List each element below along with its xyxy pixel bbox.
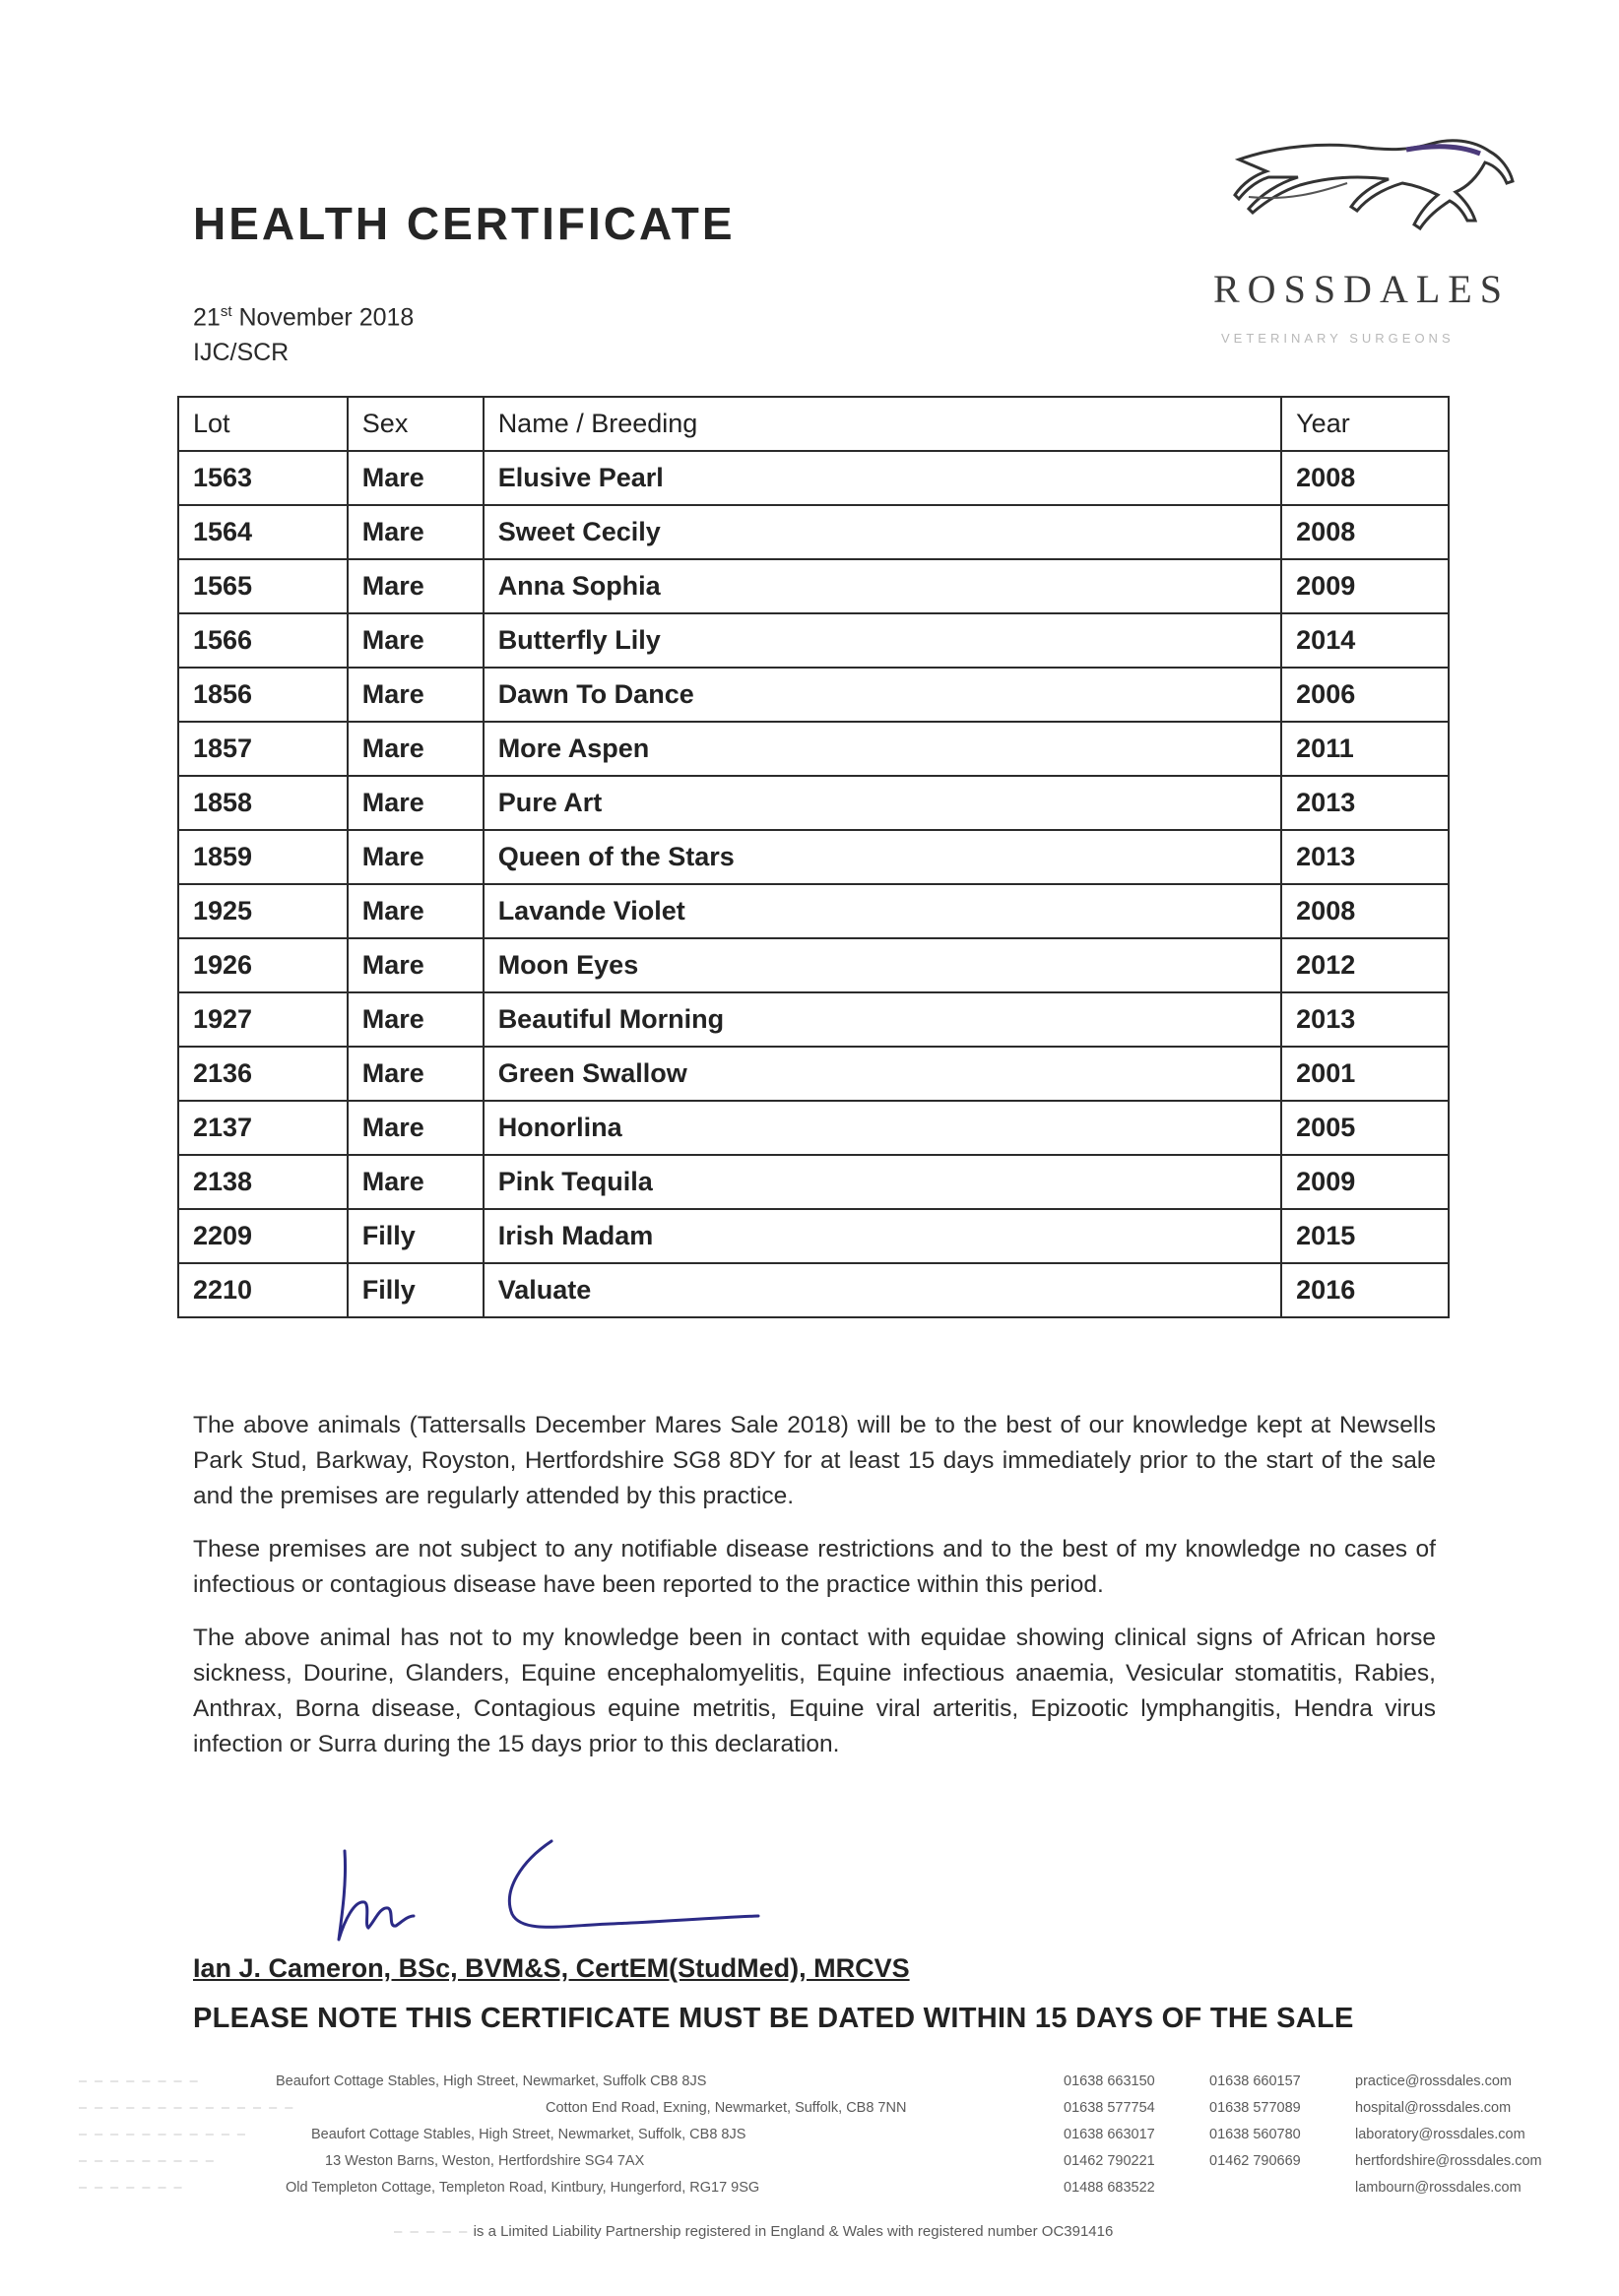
cell-year: 2013 xyxy=(1281,830,1449,884)
cell-sex: Mare xyxy=(348,1101,484,1155)
date-day: 21 xyxy=(193,303,221,332)
legal-prefix: ‒ ‒ ‒ ‒ ‒ xyxy=(394,2223,470,2240)
cell-name: Valuate xyxy=(484,1263,1281,1317)
footer-label: ‒ ‒ ‒ ‒ ‒ ‒ ‒ ‒ ‒ ‒ ‒ xyxy=(79,2127,247,2142)
cell-lot: 1566 xyxy=(178,613,348,668)
footer-phone: 01638 663017 xyxy=(1064,2127,1155,2142)
footer-email: hospital@rossdales.com xyxy=(1355,2100,1512,2116)
footer-fax: 01638 560780 xyxy=(1209,2127,1301,2142)
footer-address: Old Templeton Cottage, Templeton Road, Kintbury, Hungerford, RG17 9SG xyxy=(286,2180,760,2196)
table-row xyxy=(178,776,1449,830)
certificate-date xyxy=(193,303,414,332)
handwritten-signature xyxy=(325,1831,778,1959)
cell-year: 2015 xyxy=(1281,1209,1449,1263)
cell-sex: Mare xyxy=(348,1047,484,1101)
brand-name: ROSSDALES xyxy=(1213,267,1510,311)
table-row xyxy=(178,1047,1449,1101)
table-row xyxy=(178,505,1449,559)
cell-name: Green Swallow xyxy=(484,1047,1281,1101)
cell-sex: Mare xyxy=(348,613,484,668)
cell-sex: Mare xyxy=(348,992,484,1047)
footer-fax: 01462 790669 xyxy=(1209,2153,1301,2169)
table-row xyxy=(178,830,1449,884)
cell-lot: 1564 xyxy=(178,505,348,559)
signer-name: Ian J. Cameron, BSc, BVM&S, CertEM(StudMed), MRCVS xyxy=(193,1953,910,1983)
footer-address: 13 Weston Barns, Weston, Hertfordshire SG4 7AX xyxy=(325,2153,645,2169)
cell-year: 2009 xyxy=(1281,1155,1449,1209)
brand-tagline: VETERINARY SURGEONS xyxy=(1221,331,1455,346)
cell-lot: 1857 xyxy=(178,722,348,776)
footer-label: ‒ ‒ ‒ ‒ ‒ ‒ ‒ ‒ ‒ xyxy=(79,2153,216,2169)
cell-year: 2006 xyxy=(1281,668,1449,722)
cell-sex: Mare xyxy=(348,938,484,992)
footer-address: Beaufort Cottage Stables, High Street, Newmarket, Suffolk, CB8 8JS xyxy=(311,2127,746,2142)
cell-year: 2011 xyxy=(1281,722,1449,776)
column-header-year: Year xyxy=(1281,397,1449,451)
cell-name: Anna Sophia xyxy=(484,559,1281,613)
footer-email: lambourn@rossdales.com xyxy=(1355,2180,1522,2196)
cell-name: Pure Art xyxy=(484,776,1281,830)
statement-paragraph-3: The above animal has not to my knowledge been in contact with equidae showing clinical signs of African horse sickness, Dourine, Glanders, Equine encephalomyelitis, Equine infectious anaemia, Vesicular stomatitis, Rabies, Anthrax, Borna disease, Contagious equine metritis, Equine viral arteritis, Epizootic lymphangitis, Hendra virus infection or Surra during the 15 days prior to this declaration. xyxy=(193,1625,1436,1757)
footer-phone: 01638 663150 xyxy=(1064,2073,1155,2089)
footer-fax: 01638 577089 xyxy=(1209,2100,1301,2116)
footer-fax: 01638 660157 xyxy=(1209,2073,1301,2089)
cell-sex: Filly xyxy=(348,1263,484,1317)
cell-year: 2009 xyxy=(1281,559,1449,613)
footer-label: ‒ ‒ ‒ ‒ ‒ ‒ ‒ ‒ ‒ ‒ ‒ ‒ ‒ ‒ xyxy=(79,2100,295,2116)
table-row xyxy=(178,938,1449,992)
cell-sex: Mare xyxy=(348,559,484,613)
certificate-statement xyxy=(193,1408,1436,1780)
table-row xyxy=(178,1209,1449,1263)
cell-year: 2012 xyxy=(1281,938,1449,992)
cell-name: Honorlina xyxy=(484,1101,1281,1155)
cell-sex: Mare xyxy=(348,830,484,884)
date-rest: November 2018 xyxy=(238,303,415,332)
footer-email: hertfordshire@rossdales.com xyxy=(1355,2153,1542,2169)
footer-addresses xyxy=(79,2073,1586,2206)
table-row xyxy=(178,992,1449,1047)
footer-phone: 01462 790221 xyxy=(1064,2153,1155,2169)
cell-lot: 2209 xyxy=(178,1209,348,1263)
cell-year: 2008 xyxy=(1281,505,1449,559)
cell-name: Butterfly Lily xyxy=(484,613,1281,668)
cell-sex: Mare xyxy=(348,776,484,830)
cell-name: Elusive Pearl xyxy=(484,451,1281,505)
cell-year: 2008 xyxy=(1281,451,1449,505)
date-suffix: st xyxy=(220,303,232,320)
footer-row xyxy=(79,2153,1586,2180)
footer-email: laboratory@rossdales.com xyxy=(1355,2127,1525,2142)
column-header-sex: Sex xyxy=(348,397,484,451)
cell-year: 2014 xyxy=(1281,613,1449,668)
cell-lot: 1858 xyxy=(178,776,348,830)
cell-name: Lavande Violet xyxy=(484,884,1281,938)
footer-phone: 01638 577754 xyxy=(1064,2100,1155,2116)
table-row xyxy=(178,1101,1449,1155)
cell-lot: 1563 xyxy=(178,451,348,505)
footer-address: Beaufort Cottage Stables, High Street, Newmarket, Suffolk CB8 8JS xyxy=(276,2073,707,2089)
cell-sex: Mare xyxy=(348,722,484,776)
cell-year: 2013 xyxy=(1281,992,1449,1047)
cell-name: Irish Madam xyxy=(484,1209,1281,1263)
cell-year: 2013 xyxy=(1281,776,1449,830)
cell-lot: 1925 xyxy=(178,884,348,938)
cell-year: 2005 xyxy=(1281,1101,1449,1155)
reference-code: IJC/SCR xyxy=(193,339,290,366)
footer-label: ‒ ‒ ‒ ‒ ‒ ‒ ‒ xyxy=(79,2180,184,2196)
cell-sex: Mare xyxy=(348,505,484,559)
column-header-lot: Lot xyxy=(178,397,348,451)
cell-lot: 1859 xyxy=(178,830,348,884)
footer-phone: 01488 683522 xyxy=(1064,2180,1155,2196)
cell-sex: Filly xyxy=(348,1209,484,1263)
cell-name: More Aspen xyxy=(484,722,1281,776)
footer-row xyxy=(79,2073,1586,2100)
table-row xyxy=(178,559,1449,613)
cell-year: 2008 xyxy=(1281,884,1449,938)
table-row xyxy=(178,668,1449,722)
cell-sex: Mare xyxy=(348,451,484,505)
cell-lot: 2210 xyxy=(178,1263,348,1317)
footer-row xyxy=(79,2100,1586,2127)
column-header-name: Name / Breeding xyxy=(484,397,1281,451)
table-row xyxy=(178,722,1449,776)
cell-name: Sweet Cecily xyxy=(484,505,1281,559)
cell-year: 2016 xyxy=(1281,1263,1449,1317)
legal-text: is a Limited Liability Partnership registered in England & Wales with registered number OC391416 xyxy=(473,2223,1114,2240)
cell-lot: 1565 xyxy=(178,559,348,613)
cell-name: Moon Eyes xyxy=(484,938,1281,992)
lots-table xyxy=(177,396,1450,1318)
table-row xyxy=(178,1155,1449,1209)
footer-email: practice@rossdales.com xyxy=(1355,2073,1512,2089)
cell-lot: 2136 xyxy=(178,1047,348,1101)
footer-row xyxy=(79,2127,1586,2153)
table-row xyxy=(178,451,1449,505)
cell-sex: Mare xyxy=(348,1155,484,1209)
legal-notice xyxy=(394,2223,1113,2240)
cell-year: 2001 xyxy=(1281,1047,1449,1101)
footer-row xyxy=(79,2180,1586,2206)
cell-lot: 1856 xyxy=(178,668,348,722)
footer-label: ‒ ‒ ‒ ‒ ‒ ‒ ‒ ‒ xyxy=(79,2073,200,2089)
page-title: HEALTH CERTIFICATE xyxy=(193,198,736,249)
cell-name: Beautiful Morning xyxy=(484,992,1281,1047)
validity-notice: PLEASE NOTE THIS CERTIFICATE MUST BE DATED WITHIN 15 DAYS OF THE SALE xyxy=(193,2003,1354,2034)
cell-name: Dawn To Dance xyxy=(484,668,1281,722)
statement-paragraph-2: These premises are not subject to any notifiable disease restrictions and to the best of my knowledge no cases of infectious or contagious disease have been reported to the practice within this period. xyxy=(193,1536,1436,1598)
cell-sex: Mare xyxy=(348,668,484,722)
cell-lot: 2138 xyxy=(178,1155,348,1209)
cell-lot: 1927 xyxy=(178,992,348,1047)
table-row xyxy=(178,1263,1449,1317)
cell-lot: 1926 xyxy=(178,938,348,992)
cell-sex: Mare xyxy=(348,884,484,938)
cell-lot: 2137 xyxy=(178,1101,348,1155)
cell-name: Pink Tequila xyxy=(484,1155,1281,1209)
table-row xyxy=(178,613,1449,668)
statement-paragraph-1: The above animals (Tattersalls December Mares Sale 2018) will be to the best of our knowledge kept at Newsells Park Stud, Barkway, Royston, Hertfordshire SG8 8DY for at least 15 days immediately prior to the start of the sale and the premises are regularly attended by this practice. xyxy=(193,1412,1436,1509)
table-row xyxy=(178,884,1449,938)
footer-address: Cotton End Road, Exning, Newmarket, Suffolk, CB8 7NN xyxy=(546,2100,907,2116)
cell-name: Queen of the Stars xyxy=(484,830,1281,884)
table-header-row xyxy=(178,397,1449,451)
